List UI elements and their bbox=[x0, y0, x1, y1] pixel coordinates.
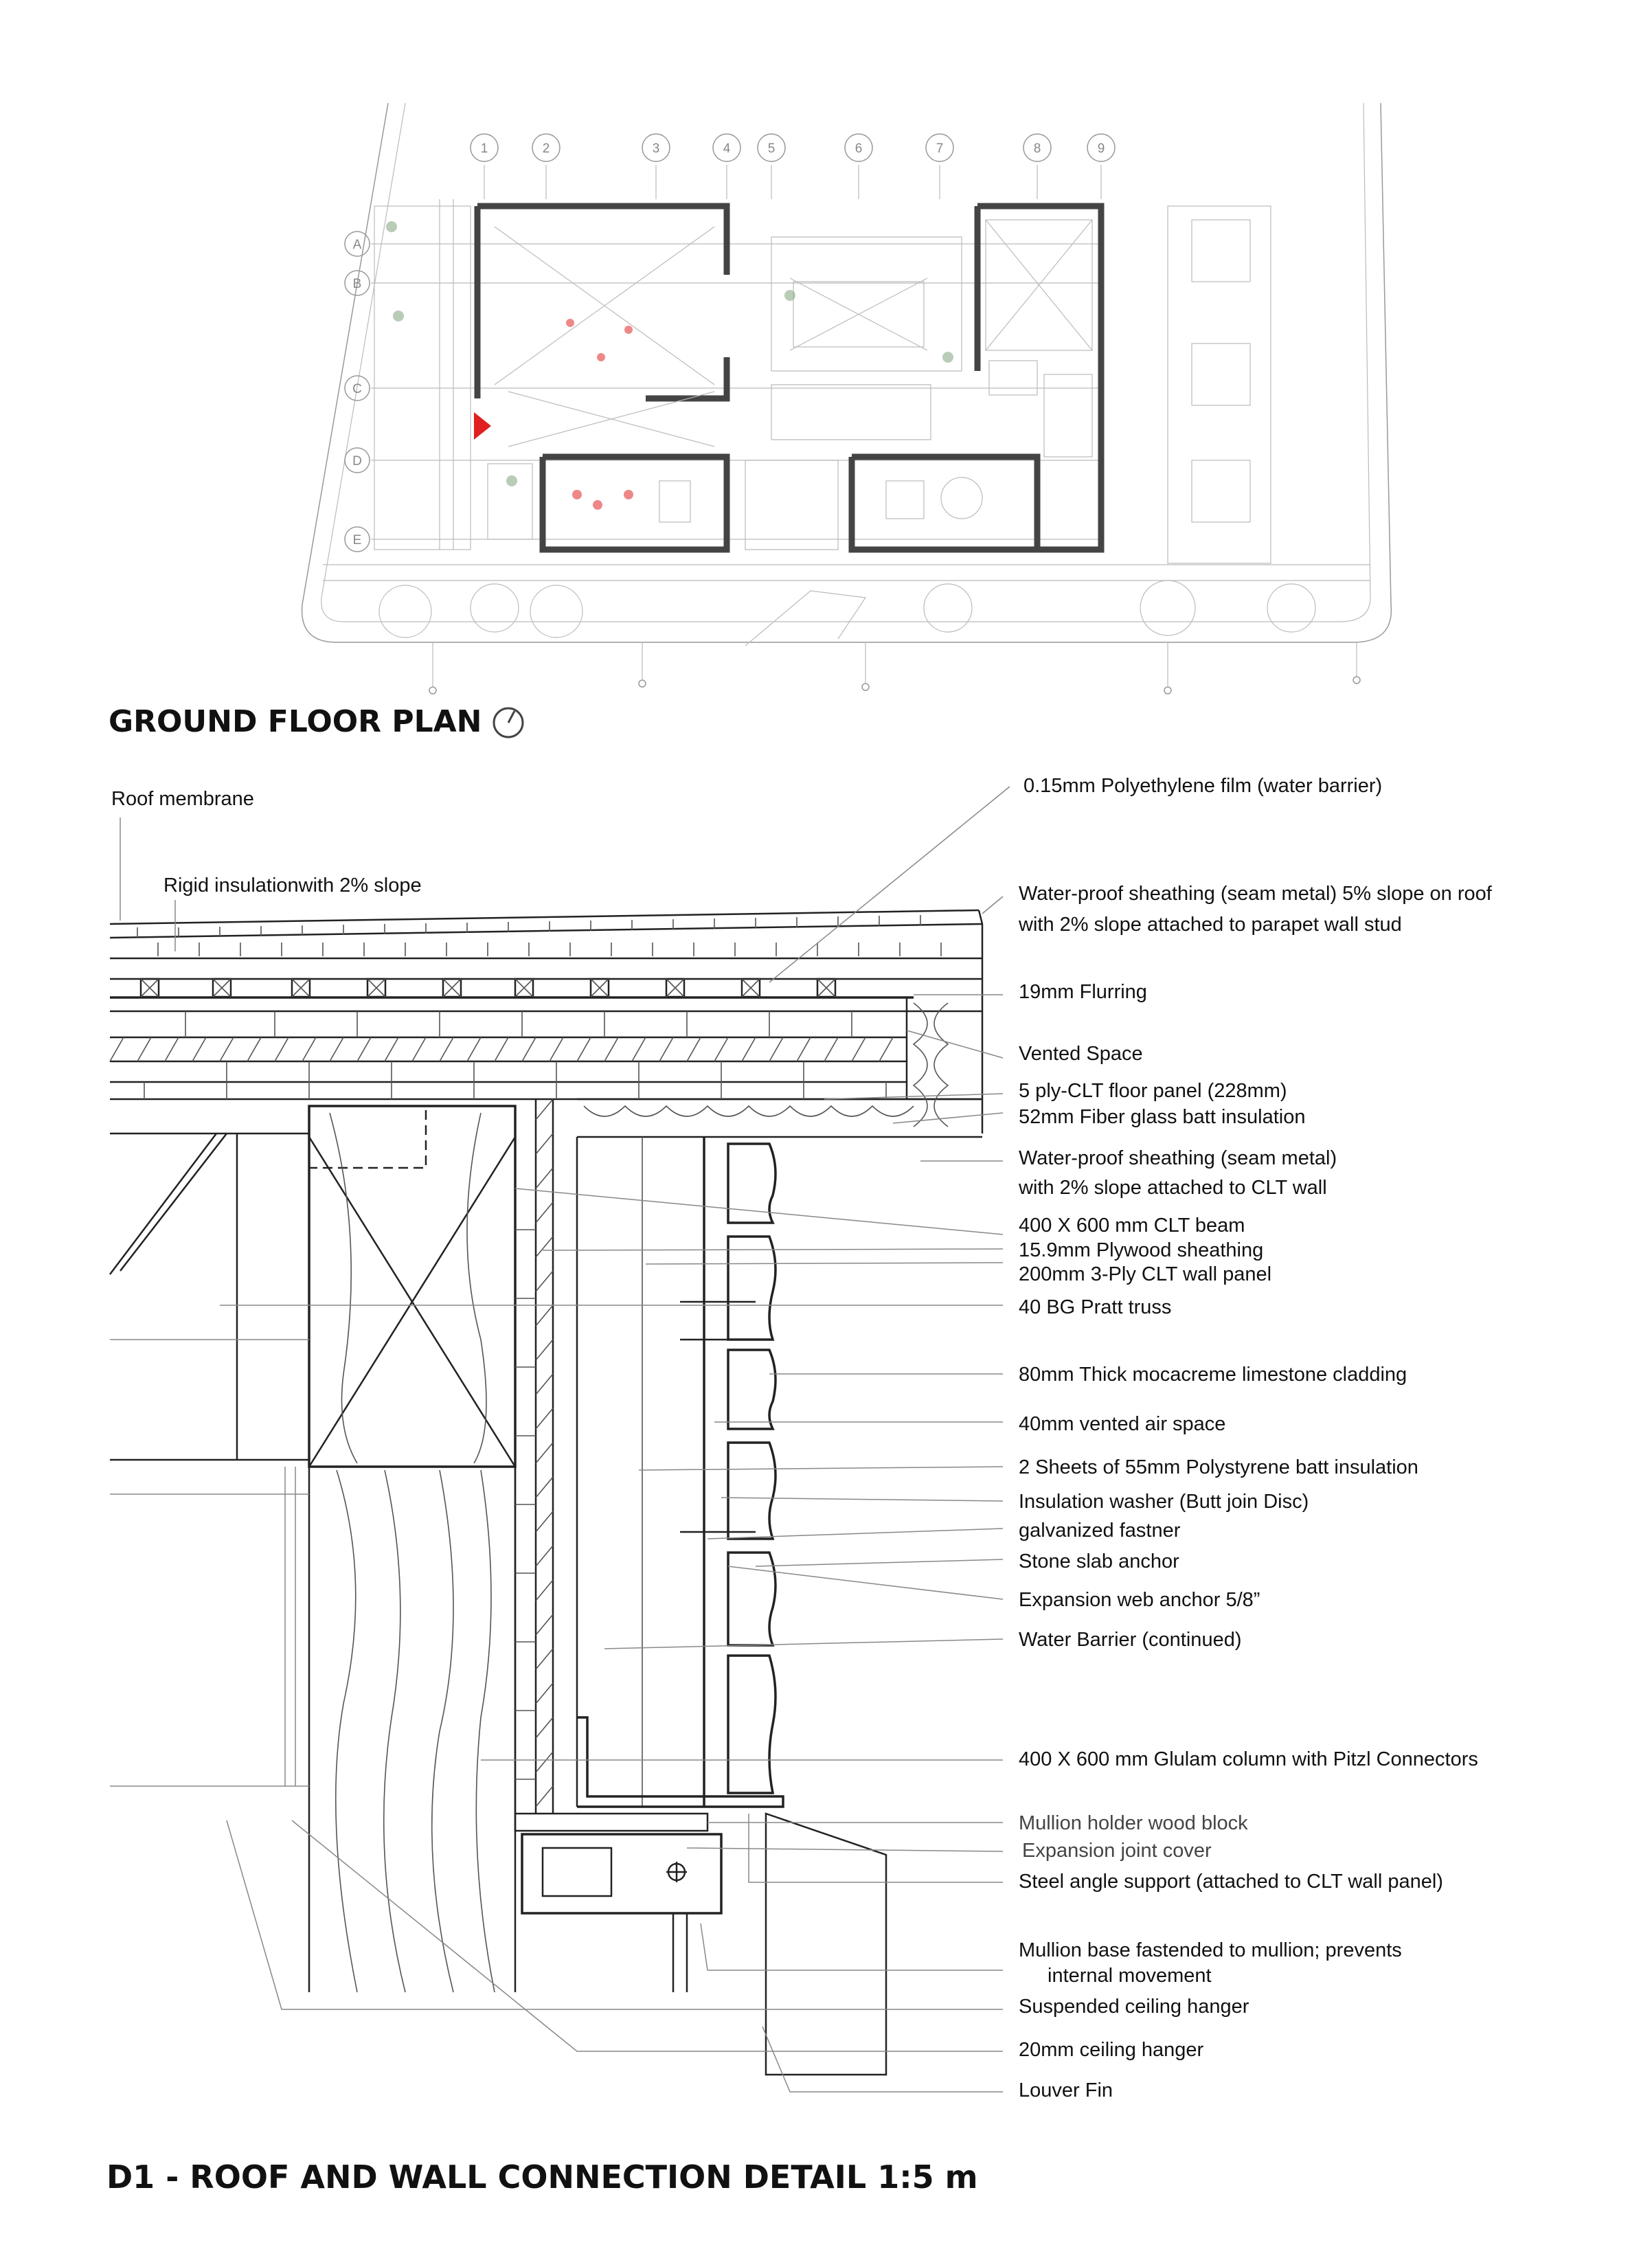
label-pratt-truss: 40 BG Pratt truss bbox=[1019, 1296, 1172, 1318]
building-walls bbox=[374, 206, 1271, 563]
roof-assembly bbox=[110, 910, 982, 1137]
label-wall-sheathing-2: with 2% slope attached to CLT wall bbox=[1019, 1177, 1327, 1199]
grid-col-5: 5 bbox=[767, 142, 776, 156]
label-suspended-ceiling-hanger: Suspended ceiling hanger bbox=[1019, 1996, 1249, 2018]
grid-col-9: 9 bbox=[1097, 142, 1105, 156]
plan-title: GROUND FLOOR PLAN bbox=[109, 704, 482, 739]
grid-row-e: E bbox=[352, 533, 362, 548]
roof-wall-detail bbox=[106, 775, 1493, 2196]
label-polystyrene-insulation: 2 Sheets of 55mm Polystyrene batt insulation bbox=[1019, 1456, 1418, 1478]
label-wall-sheathing-1: Water-proof sheathing (seam metal) bbox=[1019, 1147, 1337, 1169]
label-flurring: 19mm Flurring bbox=[1019, 981, 1147, 1003]
street-lamps bbox=[429, 642, 1360, 694]
label-limestone-cladding: 80mm Thick mocacreme limestone cladding bbox=[1019, 1364, 1407, 1386]
label-mullion-base-2: internal movement bbox=[1048, 1965, 1212, 1987]
detail-title: D1 - ROOF AND WALL CONNECTION DETAIL 1:5 m bbox=[106, 2158, 978, 2196]
label-polyethylene-film: 0.15mm Polyethylene film (water barrier) bbox=[1023, 775, 1383, 797]
label-clt-beam: 400 X 600 mm CLT beam bbox=[1019, 1215, 1245, 1237]
label-roof-membrane: Roof membrane bbox=[111, 788, 254, 810]
grid-row-a: A bbox=[352, 238, 362, 252]
mullion-glazing bbox=[515, 1814, 886, 2075]
north-arrow-icon bbox=[494, 708, 523, 737]
label-glulam-column: 400 X 600 mm Glulam column with Pitzl Connectors bbox=[1019, 1748, 1478, 1770]
grid-col-6: 6 bbox=[855, 142, 863, 156]
grid-col-7: 7 bbox=[936, 142, 944, 156]
ceiling-lines bbox=[110, 1340, 309, 1786]
grid-col-4: 4 bbox=[723, 142, 731, 156]
ground-floor-plan bbox=[109, 103, 1391, 739]
street-trees bbox=[379, 580, 1315, 646]
wall-assembly bbox=[515, 1099, 783, 1814]
grid-row-c: C bbox=[352, 382, 362, 396]
label-stone-slab-anchor: Stone slab anchor bbox=[1019, 1550, 1179, 1572]
grid-row-b: B bbox=[352, 277, 362, 291]
label-clt-wall-panel: 200mm 3-Ply CLT wall panel bbox=[1019, 1263, 1272, 1285]
label-vented-space: Vented Space bbox=[1019, 1043, 1143, 1065]
label-steel-angle-support: Steel angle support (attached to CLT wall panel) bbox=[1019, 1871, 1443, 1893]
label-clt-floor-panel: 5 ply-CLT floor panel (228mm) bbox=[1019, 1080, 1287, 1102]
label-mullion-base-1: Mullion base fastended to mullion; prevents bbox=[1019, 1939, 1402, 1961]
grid-col-3: 3 bbox=[652, 142, 660, 156]
entrance-triangle-icon bbox=[474, 412, 491, 440]
label-mullion-holder: Mullion holder wood block bbox=[1019, 1812, 1248, 1834]
label-ceiling-hanger: 20mm ceiling hanger bbox=[1019, 2039, 1204, 2061]
label-plywood-sheathing: 15.9mm Plywood sheathing bbox=[1019, 1239, 1264, 1261]
label-fiberglass-insulation: 52mm Fiber glass batt insulation bbox=[1019, 1106, 1306, 1128]
label-louver-fin: Louver Fin bbox=[1019, 2079, 1113, 2101]
label-insulation-washer: Insulation washer (Butt join Disc) bbox=[1019, 1491, 1309, 1513]
grid-col-8: 8 bbox=[1033, 142, 1041, 156]
grid-row-d: D bbox=[352, 454, 362, 469]
label-galvanized-fastner: galvanized fastner bbox=[1019, 1520, 1181, 1542]
detail-labels bbox=[1018, 775, 1493, 2101]
label-expansion-web-anchor: Expansion web anchor 5/8” bbox=[1019, 1589, 1260, 1611]
label-roof-sheathing-1: Water-proof sheathing (seam metal) 5% slope on roof bbox=[1019, 883, 1492, 905]
grid-col-1: 1 bbox=[480, 142, 488, 156]
pratt-truss bbox=[110, 1134, 309, 1460]
label-rigid-insulation: Rigid insulationwith 2% slope bbox=[163, 875, 422, 896]
label-vented-air-space: 40mm vented air space bbox=[1019, 1413, 1226, 1435]
label-expansion-joint-cover: Expansion joint cover bbox=[1022, 1840, 1212, 1862]
label-roof-sheathing-2: with 2% slope attached to parapet wall stud bbox=[1019, 914, 1402, 936]
label-water-barrier: Water Barrier (continued) bbox=[1019, 1629, 1242, 1651]
grid-col-2: 2 bbox=[542, 142, 550, 156]
column-grid bbox=[471, 134, 1115, 199]
